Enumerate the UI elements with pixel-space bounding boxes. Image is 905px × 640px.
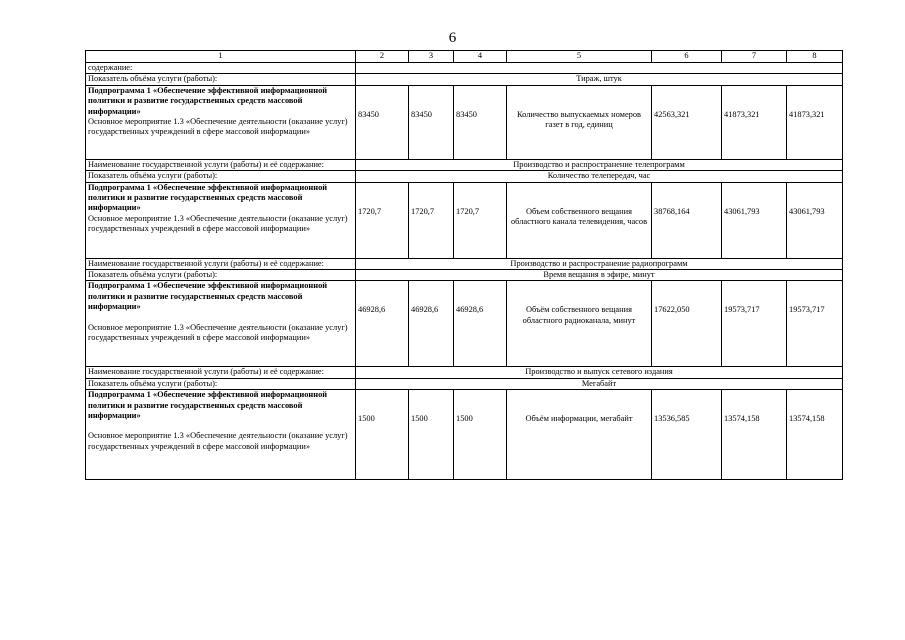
service-name-value: Производство и распространение телепрограмм <box>356 159 843 170</box>
value-col2: 1500 <box>356 390 409 480</box>
value-col7: 41873,321 <box>722 85 787 159</box>
value-col6: 42563,321 <box>652 85 722 159</box>
indicator-row <box>86 270 843 281</box>
value-col3: 1500 <box>409 390 454 480</box>
program-event: Основное мероприятие 1.3 «Обеспечение деятельности (оказание услуг) государственных учреждений в сфере массовой информации» <box>88 322 348 343</box>
col-number: 6 <box>652 51 722 63</box>
indicator-value: Количество телепередач, час <box>356 171 843 182</box>
col-number: 2 <box>356 51 409 63</box>
service-name-row <box>86 258 843 269</box>
indicator-value: Тираж, штук <box>356 74 843 85</box>
col-number: 7 <box>722 51 787 63</box>
value-col7: 13574,158 <box>722 390 787 480</box>
value-col8: 19573,717 <box>787 281 843 367</box>
program-title: Подпрограмма 1 «Обеспечение эффективной информационной политики и развитие государственных средств массовой информации» <box>88 390 328 421</box>
spacer <box>88 313 353 323</box>
service-name-label: Наименование государственной услуги (работы) и её содержание: <box>86 367 356 378</box>
value-col6: 38768,164 <box>652 182 722 258</box>
page-number: 6 <box>448 30 457 46</box>
service-name-row <box>86 159 843 170</box>
value-col7: 19573,717 <box>722 281 787 367</box>
indicator-label: Показатель объёма услуги (работы): <box>86 270 356 281</box>
indicator-label: Показатель объёма услуги (работы): <box>86 74 356 85</box>
program-cell <box>86 281 356 367</box>
col-number: 4 <box>454 51 507 63</box>
indicator-name: Объём информации, мегабайт <box>507 390 652 480</box>
col-number: 5 <box>507 51 652 63</box>
value-col3: 83450 <box>409 85 454 159</box>
service-name-value: Производство и распространение радиопрограмм <box>356 258 843 269</box>
indicator-name: Объем собственного вещания областного канала телевидения, часов <box>507 182 652 258</box>
value-col6: 17622,050 <box>652 281 722 367</box>
value-col2: 46928,6 <box>356 281 409 367</box>
program-row <box>86 390 843 480</box>
value-col8: 43061,793 <box>787 182 843 258</box>
indicator-name: Количество выпускаемых номеров газет в год, единиц <box>507 85 652 159</box>
content-label: содержание: <box>86 63 356 74</box>
column-number-row <box>86 51 843 63</box>
value-col2: 1720,7 <box>356 182 409 258</box>
program-title: Подпрограмма 1 «Обеспечение эффективной информационной политики и развитие государственных средств массовой информации» <box>88 85 328 116</box>
value-col4: 83450 <box>454 85 507 159</box>
indicator-row <box>86 378 843 389</box>
content-continuation-row <box>86 63 843 74</box>
value-col3: 1720,7 <box>409 182 454 258</box>
indicator-value: Время вещания в эфире, минут <box>356 270 843 281</box>
indicator-row <box>86 74 843 85</box>
services-table <box>85 50 843 480</box>
indicator-value: Мегабайт <box>356 378 843 389</box>
program-title: Подпрограмма 1 «Обеспечение эффективной информационной политики и развитие государственных средств массовой информации» <box>88 281 328 312</box>
content-value <box>356 63 843 74</box>
program-title: Подпрограмма 1 «Обеспечение эффективной информационной политики и развитие государственных средств массовой информации» <box>88 182 328 213</box>
program-cell <box>86 390 356 480</box>
program-event: Основное мероприятие 1.3 «Обеспечение деятельности (оказание услуг) государственных учреждений в сфере массовой информации» <box>88 213 348 234</box>
value-col4: 1500 <box>454 390 507 480</box>
indicator-label: Показатель объёма услуги (работы): <box>86 171 356 182</box>
program-event: Основное мероприятие 1.3 «Обеспечение деятельности (оказание услуг) государственных учреждений в сфере массовой информации» <box>88 431 348 451</box>
value-col2: 83450 <box>356 85 409 159</box>
indicator-name: Объём собственного вещания областного радиоканала, минут <box>507 281 652 367</box>
service-name-label: Наименование государственной услуги (работы) и её содержание: <box>86 258 356 269</box>
value-col8: 13574,158 <box>787 390 843 480</box>
service-name-row <box>86 367 843 378</box>
value-col3: 46928,6 <box>409 281 454 367</box>
value-col7: 43061,793 <box>722 182 787 258</box>
value-col8: 41873,321 <box>787 85 843 159</box>
service-name-label: Наименование государственной услуги (работы) и её содержание: <box>86 159 356 170</box>
program-cell <box>86 85 356 159</box>
program-cell <box>86 182 356 258</box>
value-col4: 46928,6 <box>454 281 507 367</box>
program-row <box>86 182 843 258</box>
indicator-row <box>86 171 843 182</box>
indicator-label: Показатель объёма услуги (работы): <box>86 378 356 389</box>
service-name-value: Производство и выпуск сетевого издания <box>356 367 843 378</box>
program-event: Основное мероприятие 1.3 «Обеспечение деятельности (оказание услуг) государственных учреждений в сфере массовой информации» <box>88 117 348 137</box>
spacer <box>88 421 353 431</box>
value-col4: 1720,7 <box>454 182 507 258</box>
col-number: 1 <box>86 51 356 63</box>
program-row <box>86 281 843 367</box>
program-row <box>86 85 843 159</box>
value-col6: 13536,585 <box>652 390 722 480</box>
col-number: 3 <box>409 51 454 63</box>
col-number: 8 <box>787 51 843 63</box>
